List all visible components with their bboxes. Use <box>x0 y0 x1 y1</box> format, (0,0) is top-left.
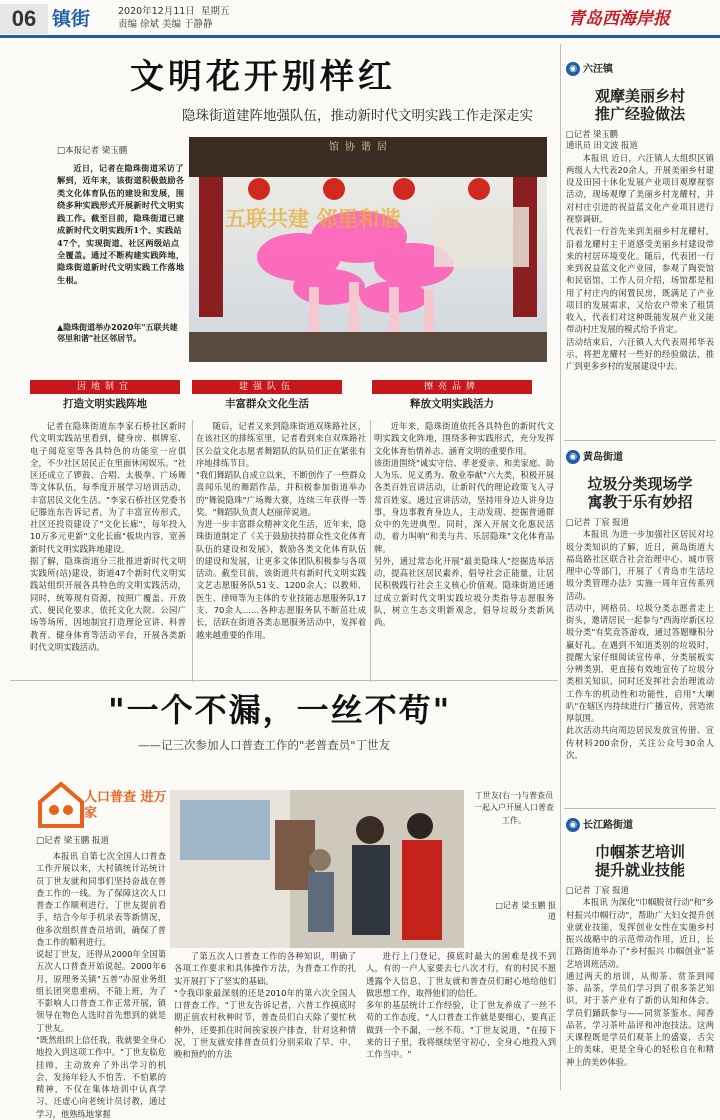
title-line: 提升就业技能 <box>594 860 685 879</box>
editor-credit: 责编 徐斌 美编 于静静 <box>118 19 213 30</box>
right-story-1 <box>566 62 714 410</box>
right-story-2-byline: □记者 丁宸 报道 <box>566 516 629 527</box>
story2-byline: □记者 梁玉鹏 报道 <box>36 836 109 846</box>
header-meta <box>118 5 229 31</box>
divider <box>564 440 716 441</box>
census-logo <box>36 778 166 830</box>
story2-col3: 进行上门登记，摸底时最大的困难是找不到人，有的一户人家要去七八次才行，有的村民不愿透露个人信息，丁世友就和普查员们耐心地给他们做思想工作，取得他们的信任。 多年的基层统计工作经验，让丁世友养成了一丝不苟的工作态度，"人口普查工作就是要细心，要真正做到一个不漏，一丝不苟。"丁世友说道，"在接下来的日子里，我将继续坚守初心，全身心地投入到工作当中。" <box>366 951 556 1060</box>
section-1-body: 记者在隐珠街道东李家石桥社区新时代文明实践站里看到，健身房、棋牌室、电子阅览室等各具特色的功能室一应俱全，不少社区居民正在里面休闲娱乐。"社区还成立了锣鼓、合唱、太极拳、广场舞等文体队伍，每季度开展学习培训活动，丰富居民文化生活。"李家石桥社区党委书记滕连东告诉记者，为了丰富宣传形式，社区还投资建设了"文化长廊"，每年投入10万多元更新"文化长廊"板块内容，宽善新时代文明实践阵地建设。 据了解，隐珠街道分三批推进新时代文明实践所(站)建设，街道47个新时代文明实践站组织开展各具特色的文明实践活动，同时，统筹现有资源，按照广覆盖、开放式、便民化要求，依托文化大院、公园广场等场所，因地制宜打造理论宣讲、科普教育、健身体育等活动平台，开展各类新时代文明实践活动。 <box>30 421 186 652</box>
census-photo <box>170 790 464 948</box>
main-photo <box>189 137 547 362</box>
section-2-tag: 建强队伍 <box>192 380 342 394</box>
location-pin-icon: ◉ <box>566 450 580 464</box>
page-number: 06 <box>0 4 48 34</box>
section-3 <box>372 380 532 411</box>
census-photo-caption: 丁世友(右一)与普查员一起入户开展人口普查工作。 <box>474 791 554 825</box>
section-1-heading: 打造文明实践阵地 <box>63 398 147 410</box>
town-label-2 <box>566 450 714 465</box>
story2-subheadline: ——记三次参加人口普查工作的"老普查员"丁世友 <box>138 738 391 752</box>
story2-col1: 本报讯 自第七次全国人口普查工作开展以来，大村镇统计站统计员丁世友就和同事们坚持奋战在普查工作的一线。为了保障这次人口普查工作顺利进行，丁世友提前看手，结合今年手机录表等新情况，他多次组织普查员培训，确保了普查工作的顺利进行。 说起丁世友，还得从2000年全国第五次人口普查开始说起。2000年6月，原理务关镇"五普"办原业务组组长团突患重病，不能上班，为了不影响人口普查工作正常开展，镇领导在物色人选时首先想到的就是丁世友。 "既然组织上信任我，我就要全身心地投入到这项工作中。"丁世友临危挂帅，主动放弃了外出学习的机会，发扬年轻人不怕苦、不怕累的精神，不仅在集体培训中认真学习，还虚心向老统计员讨教，通过学习，他熟练地掌握 <box>36 851 166 1119</box>
right-story-3-title <box>566 843 714 879</box>
section-3-tag: 擦亮品牌 <box>372 380 532 394</box>
right-story-2 <box>566 450 714 776</box>
town-name: 黄岛街道 <box>583 452 623 463</box>
right-story-3 <box>566 818 714 1076</box>
main-subheadline: 隐珠街道建阵地强队伍，推动新时代文明实践工作走深走实 <box>182 108 533 124</box>
title-line: 巾帼茶艺培训 <box>594 842 685 861</box>
census-photo-byline: □记者 梁玉鹏 报道 <box>495 901 556 922</box>
town-label-1 <box>566 62 714 77</box>
lead-paragraph: 近日，记者在隐珠街道采访了解到，近年来，该街道积极鼓励各类文化体育队伍的建设和发展，围绕多种实践形式开展新时代文明实践工作。截至目前，隐珠街道已建成新时代文明实践所1个、实践站47个，实现街道、社区两级站点全覆盖。通过不断构建实践阵地，隐珠街道新时代文明实践工作落地生根。 <box>57 162 185 285</box>
section-2 <box>192 380 342 411</box>
section-1-tag: 因地制宜 <box>30 380 180 394</box>
photo-event-text: 五联共建 邻里和谐 <box>225 207 401 231</box>
story2-col2: 了第五次人口普查工作的各种知识，明确了各项工作要求和具体操作方法，为普查工作的扎实开展打下了坚实的基础。 "令我印象最深刻的还是2010年的第六次全国人口普查工作。"丁世友告诉记者，六普工作摸底时期正值农村秋种时节，普查员们白天除了要忙秋种外，还要抓住时间挨家挨户排查，针对这种情况，丁世友就安排普查员们分别采取了早、中、晚和预约的方法 <box>174 951 356 1060</box>
town-label-3 <box>566 818 714 833</box>
right-story-3-body: 本报讯 为深化"巾帼脱贫行动"和"乡村振兴巾帼行动"，帮助广大妇女提升创业就业技能，发挥创业女性在实施乡村振兴战略中的示范带动作用，近日，长江路街道举办了"乡村振兴 巾帼创业"茶艺培训班活动。 通过两天的培训，从彻茶、赏茶到闻茶、品茶，学员们学习到了很多茶艺知识，对于茶产业有了新的认知和体会。学员们踊跃参与——同赏茶鉴水、闻香品茗，学习茶叶品评和冲泡技法。这两天课程既是学员们观茶上的盛宴，舌尖上的美味，更是全身心的轻松自在和精神上的美妙体验。 <box>566 897 714 1067</box>
right-story-2-title <box>566 475 714 511</box>
column-name: 镇街 <box>52 8 91 30</box>
section-1 <box>30 380 180 411</box>
title-line: 寓教于乐有妙招 <box>587 492 693 511</box>
divider <box>370 420 371 682</box>
census-logo-text: 人口普查 进万家 <box>84 790 167 821</box>
location-pin-icon: ◉ <box>566 62 580 76</box>
right-story-1-byline: □记者 梁玉鹏 通讯员 田文波 报道 <box>566 128 638 151</box>
location-pin-icon: ◉ <box>566 818 580 832</box>
divider <box>564 808 716 809</box>
right-story-1-title <box>566 87 714 123</box>
story2-headline: "一个不漏，一丝不苟" <box>108 691 452 729</box>
photo-banner-text: 馆协谐居 <box>329 142 393 153</box>
dancers-photo-illustration <box>189 137 547 362</box>
main-reporter: □本报记者 梁玉鹏 <box>57 146 128 156</box>
newspaper-brand: 青岛西海岸报 <box>568 9 670 29</box>
divider <box>192 420 193 682</box>
house-icon <box>36 778 86 830</box>
section-2-body: 随后，记者又来到隐珠街道双珠路社区，在该社区的排练室里，记者看到来自双珠路社区公益文化志愿者舞蹈队的队员们正在紧张有序地排练节目。 "我们舞蹈队自成立以来，不断创作了一些群众喜闻乐见的舞蹈作品，并积极参加街道举办的"舞锐隐珠"广场舞大赛，连续三年获得一等奖。"舞蹈队负责人赵丽萍说道。 为进一步丰富群众精神文化生活，近年来，隐珠街道制定了《关于鼓励扶持群众性文化体育队伍的建设和发展》，数励各类文化体育队伍的建设和发展，让更多文体团队积极参与各项活动。截至目前，该街道共有新时代文明实践文艺志愿服务队51支、1200余人；以教师、医生、律师等为主体的专业技能志愿服务队17支、70余人……各种志愿服务队不断茁壮成长，活跃在街道各类志愿服务活动中，发挥着越来越重要的作用。 <box>196 421 366 640</box>
census-photo-illustration <box>170 790 464 948</box>
town-name: 六汪镇 <box>583 64 613 75</box>
column-divider <box>560 44 561 1090</box>
right-story-2-body: 本报讯 为进一步加强社区居民对垃圾分类知识的了解，近日，黄岛街道大福岛路社区联合社会治理中心、城市管理中心等部门，开展了《青岛市生活垃圾分类管理办法》实施一周年宣传系列活动。 活动中，网格员、垃圾分类志愿者走上街头，邀请居民一起参与"西海岸新区垃圾分类"有奖竞答游戏，通过答题赚积分赢好礼。在遇到不知道类别的垃圾时，提醒大家仔细阅读宣传单，分类展板实分辨类别，更直接有效地宣传了垃圾分类相关知识。同时还发挥社会治理流动工作车的机动性和功能性，启用"大喇叭"在辖区内持续进行广播宣传，营造浓厚氛围。 此次活动共向周边居民发放宣传册、宣传材料200余份，关注公众号30余人次。 <box>566 529 714 761</box>
photo-caption: ▲隐珠街道举办2020年"五联共建 邻里和谐"社区邻居节。 <box>57 323 178 344</box>
right-story-3-byline: □记者 丁宸 报道 <box>566 884 629 895</box>
section-3-heading: 释放文明实践活力 <box>410 398 494 410</box>
issue-date: 2020年12月11日 <box>118 6 195 17</box>
title-line: 推广经验做法 <box>594 104 685 123</box>
title-line: 观摩美丽乡村 <box>594 86 685 105</box>
divider <box>10 680 558 681</box>
section-2-heading: 丰富群众文化生活 <box>225 398 309 410</box>
main-headline: 文明花开别样红 <box>130 57 396 97</box>
right-story-1-body: 本报讯 近日，六汪镇人大组织区镇两级人大代表20余人，开展美丽乡村建设及田园十休化发展产业项目观摩视察活动，现场观摩了美丽乡村龙耀村，并对村庄引进的祝益蓝文化产业项目进行视察调研。 代表们一行首先来到美丽乡村龙耀村，沿着龙耀村主干道感受美丽乡村建设带来的村居环境变化。随后，代表团一行来到祝益蓝文化产业园，参观了陶瓷馆和民宿馆，工作人员介绍，场馆都是租用了村庄内的闲置民房，既满足了产业项目的发展需求，又给农户带来了租赁收入，代表们对这种既能发展产业又能带动村庄发展的模式给予肯定。 活动结束后，六汪镇人大代表周邦华表示，将把龙耀村一些好的经验做法，推广到更多乡村的发展建设中去。 <box>566 152 714 372</box>
section-3-body: 近年来，隐珠街道依托各具特色的新时代文明实践文化阵地，围绕多种实践形式，充分发挥文化体育怡情养志、涵育文明的重要作用。 该街道围绕"诚实守信、孝老爱亲、和美家庭、助人为乐、见义勇为、敬业奉献"六大类，积极开展各类百姓宣讲活动，让新时代的理论政策飞入寻常百姓家。通过宣讲活动，坚持用身边人讲身边事，身边事教育身边人，主动发现、挖掘普通群众中的先进典型。同时，深入开展文化惠民活动，着力叫响"和美与共、乐居隐珠"文化体育品牌。 另外，通过常态化开展"最美隐珠人"挖掘选举活动，提高社区居民素养，倡导社会正能量，让居民积极践行社会主义核心价值观。隐珠街道还通过成立新时代文明实践垃圾分类指导志愿服务队，树立生态文明新观念，倡导垃圾分类新风尚。 <box>374 421 554 628</box>
issue-weekday: 星期五 <box>200 6 230 17</box>
town-name: 长江路街道 <box>583 820 633 831</box>
title-line: 垃圾分类现场学 <box>587 474 693 493</box>
